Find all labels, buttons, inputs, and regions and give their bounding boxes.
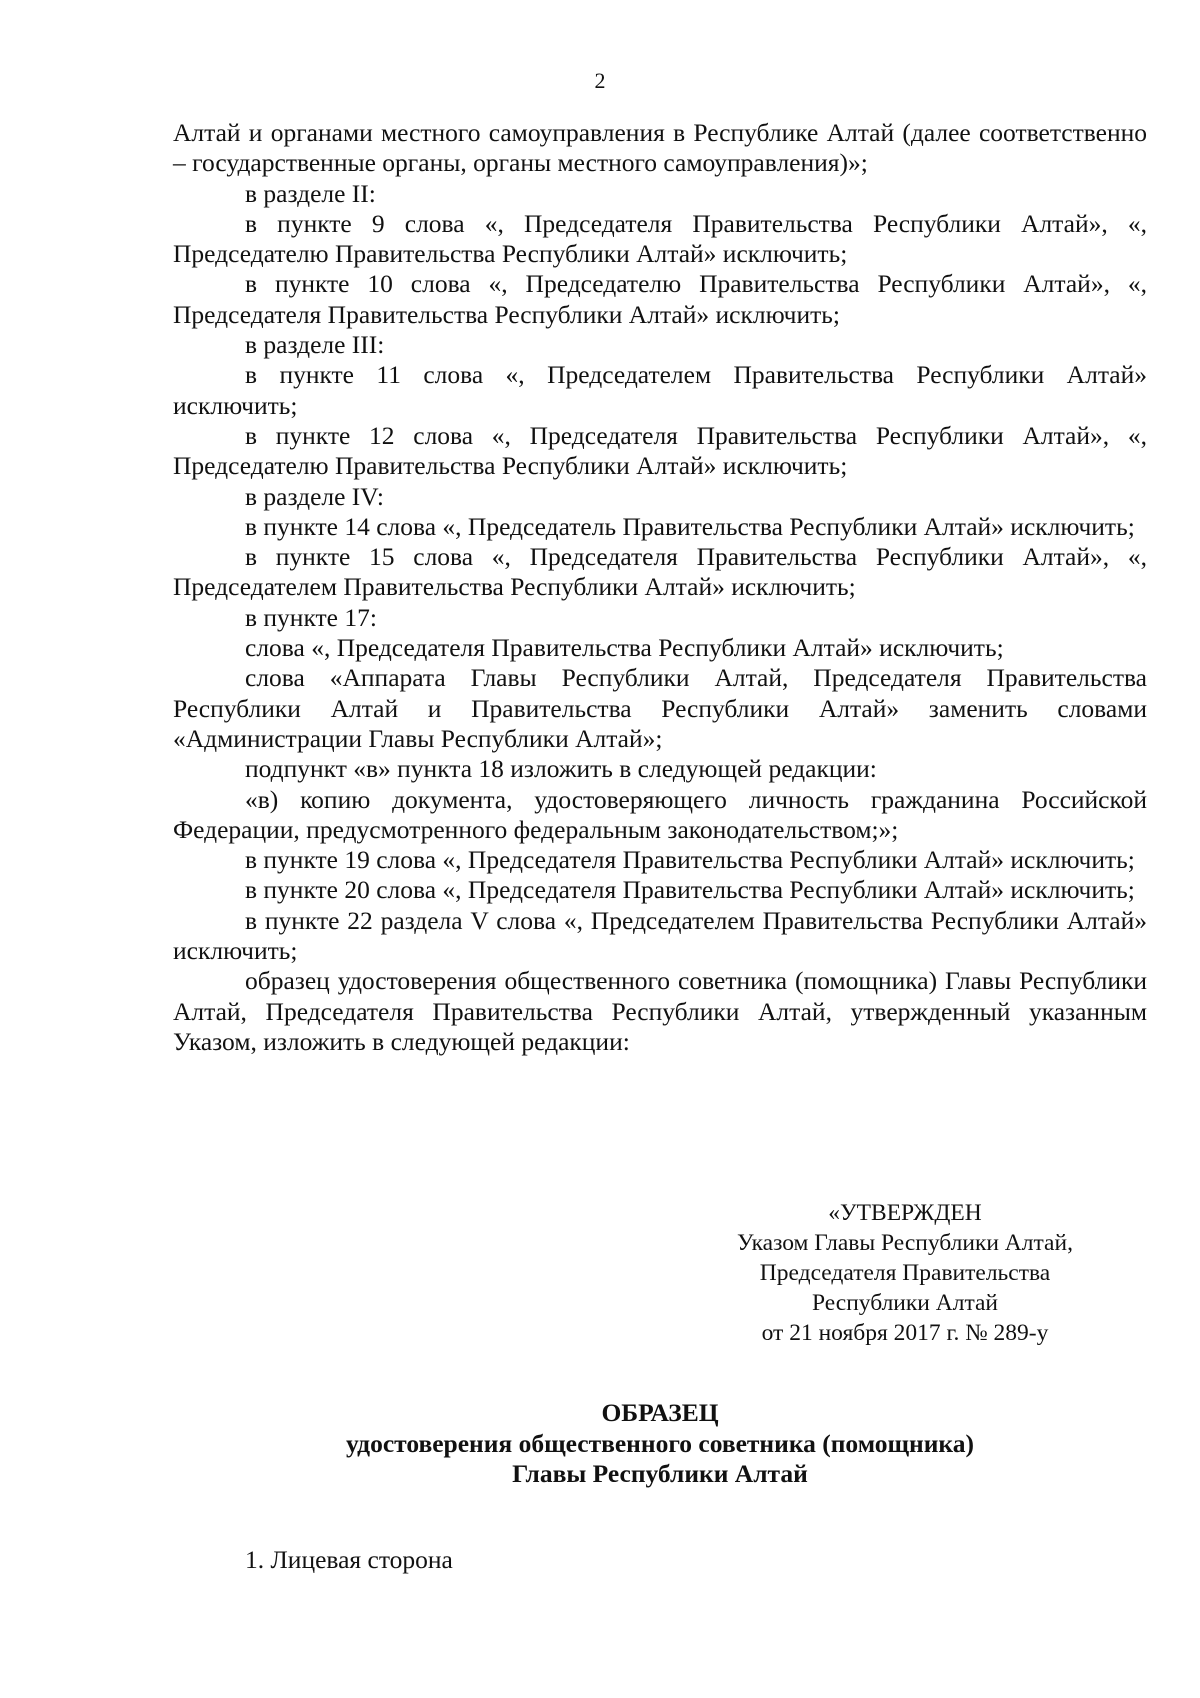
approval-line: «УТВЕРЖДЕН	[828, 1200, 982, 1226]
sample-subtitle: Главы Республики Алтай	[512, 1459, 808, 1488]
paragraph-point-18-text: «в) копию документа, удостоверяющего личность гражданина Российской Федерации, предусмотренного федеральным законодательством;»;	[173, 784, 1147, 844]
paragraph-point-20: в пункте 20 слова «, Председателя Правительства Республики Алтай» исключить;	[245, 875, 1135, 905]
page-number: 2	[594, 68, 606, 93]
paragraph-continuation: Алтай и органами местного самоуправления в Республике Алтай (далее соответственно – государственные органы, органы местного самоуправления)»;	[173, 118, 1147, 178]
paragraph-point-12: в пункте 12 слова «, Председателя Правительства Республики Алтай», «, Председателю Правительства Республики Алтай» исключить;	[173, 420, 1147, 481]
paragraph-point-22: в пункте 22 раздела V слова «, Председателем Правительства Республики Алтай» исключить;	[173, 905, 1147, 966]
sample-heading	[173, 1398, 1147, 1490]
paragraph-section-iii: в разделе III:	[245, 330, 385, 360]
paragraph-point-18: подпункт «в» пункта 18 изложить в следующей редакции:	[245, 754, 877, 784]
paragraph-point-11: в пункте 11 слова «, Председателем Правительства Республики Алтай» исключить;	[173, 360, 1147, 420]
paragraph-point-17-words-2: слова «Аппарата Главы Республики Алтай, Председателя Правительства Республики Алтай и Правительства Республики Алтай» заменить словами «Администрации Главы Республики Алтай»;	[173, 663, 1147, 753]
paragraph-point-10: в пункте 10 слова «, Председателю Правительства Республики Алтай», «, Председателя Правительства Республики Алтай» исключить;	[173, 269, 1147, 329]
paragraph-point-14: в пункте 14 слова «, Председатель Правительства Республики Алтай» исключить;	[245, 511, 1135, 541]
paragraph-section-ii: в разделе II:	[245, 178, 376, 208]
paragraph-point-15: в пункте 15 слова «, Председателя Правительства Республики Алтай», «, Председателем Правительства Республики Алтай» исключить;	[173, 542, 1147, 602]
sample-subtitle: удостоверения общественного советника (помощника)	[346, 1428, 974, 1458]
paragraph-point-19: в пункте 19 слова «, Председателя Правительства Республики Алтай» исключить;	[245, 845, 1135, 875]
paragraph-section-iv: в разделе IV:	[245, 481, 384, 511]
section-label: 1. Лицевая сторона	[245, 1545, 453, 1574]
approval-line: от 21 ноября 2017 г. № 289-у	[761, 1320, 1049, 1346]
document-body	[173, 118, 1147, 1057]
paragraph-point-17-words-1: слова «, Председателя Правительства Республики Алтай» исключить;	[245, 633, 1004, 663]
approval-block	[690, 1198, 1120, 1348]
paragraph-point-17: в пункте 17:	[245, 602, 377, 632]
approval-line: Указом Главы Республики Алтай,	[737, 1230, 1073, 1256]
paragraph-sample-intro: образец удостоверения общественного советника (помощника) Главы Республики Алтай, Председателя Правительства Республики Алтай, утвержденный указанным Указом, изложить в следующей редакции:	[173, 966, 1147, 1056]
approval-line: Председателя Правительства	[759, 1260, 1051, 1286]
paragraph-point-9: в пункте 9 слова «, Председателя Правительства Республики Алтай», «, Председателю Правительства Республики Алтай» исключить;	[173, 208, 1147, 269]
approval-line: Республики Алтай	[811, 1290, 999, 1316]
sample-title: ОБРАЗЕЦ	[601, 1398, 719, 1427]
